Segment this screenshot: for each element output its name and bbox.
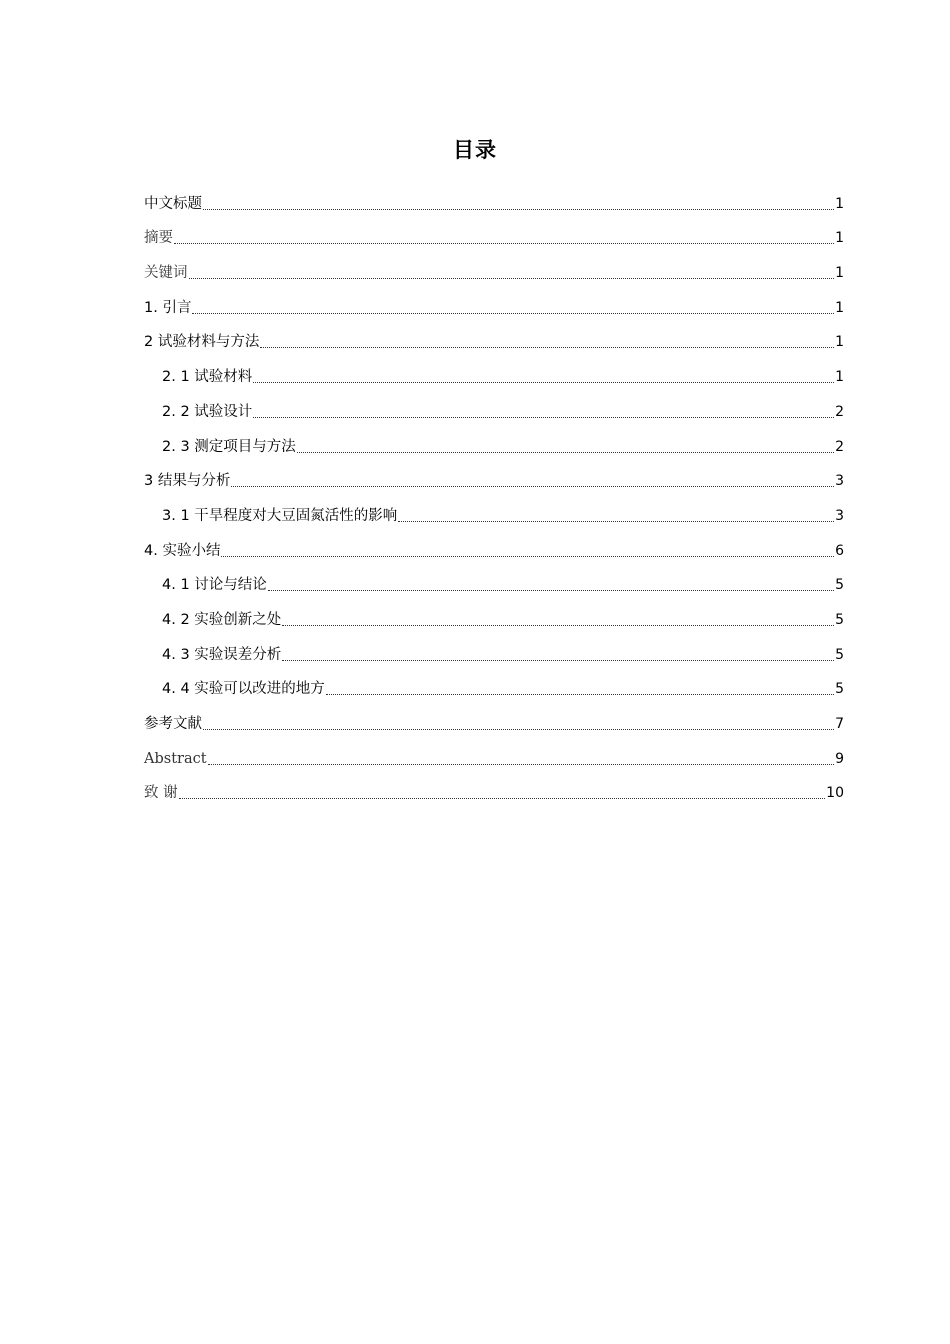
toc-leader-dots (189, 278, 835, 279)
toc-entry-chinese-title[interactable] (144, 181, 844, 216)
toc-entry-materials[interactable] (144, 354, 844, 389)
toc-leader-dots (203, 209, 834, 210)
toc-leader-dots (203, 729, 834, 730)
toc-entry-label: 2. 1 试验材料 (162, 369, 253, 386)
toc-entry-page: 1 (835, 195, 844, 212)
toc-leader-dots (282, 625, 834, 626)
toc-entry-references[interactable] (144, 701, 844, 736)
toc-entry-abstract-cn[interactable] (144, 216, 844, 251)
toc-entry-page: 1 (835, 369, 844, 386)
toc-entry-page: 7 (835, 716, 844, 732)
toc-leader-dots (179, 798, 826, 799)
toc-entry-page: 2 (835, 438, 844, 455)
toc-entry-page: 5 (835, 646, 844, 663)
toc-entry-label: 摘要 (144, 230, 173, 247)
toc-entry-page: 1 (835, 334, 844, 351)
toc-entry-label: 4. 实验小结 (144, 542, 221, 559)
toc-leader-dots (208, 764, 835, 765)
toc-entry-label: 4. 1 讨论与结论 (162, 577, 267, 594)
toc-entry-page: 1 (835, 299, 844, 316)
toc-entry-label: Abstract (144, 750, 207, 767)
toc-entry-abstract-en[interactable] (144, 736, 844, 771)
toc-entry-label: 关键词 (144, 265, 188, 282)
toc-entry-label: 致 谢 (144, 785, 178, 802)
toc-leader-dots (326, 694, 834, 695)
toc-entry-drought-effect[interactable] (144, 493, 844, 528)
toc-title: 目录 (453, 138, 497, 162)
toc-leader-dots (398, 521, 834, 522)
toc-entry-label: 2 试验材料与方法 (144, 334, 260, 351)
toc-entry-acknowledgements[interactable] (144, 771, 844, 806)
toc-entry-label: 中文标题 (144, 195, 202, 212)
toc-entry-label: 2. 3 测定项目与方法 (162, 438, 296, 455)
toc-entry-label: 4. 3 实验误差分析 (162, 646, 282, 663)
toc-entry-label: 参考文献 (144, 716, 202, 732)
toc-entry-label: 1. 引言 (144, 299, 192, 316)
toc-entry-introduction[interactable] (144, 285, 844, 320)
toc-entry-materials-methods[interactable] (144, 320, 844, 355)
toc-entry-page: 2 (835, 403, 844, 420)
toc-leader-dots (253, 417, 834, 418)
toc-entry-page: 1 (835, 265, 844, 282)
toc-entry-page: 10 (826, 785, 844, 802)
toc-entry-label: 3. 1 干旱程度对大豆固氮活性的影响 (162, 507, 398, 524)
toc-entry-summary[interactable] (144, 528, 844, 563)
toc-leader-dots (297, 452, 834, 453)
toc-leader-dots (192, 313, 834, 314)
toc-entry-page: 5 (835, 611, 844, 628)
toc-entry-measurements[interactable] (144, 424, 844, 459)
toc-entry-label: 2. 2 试验设计 (162, 403, 253, 420)
toc-entry-keywords[interactable] (144, 250, 844, 285)
toc-entry-page: 6 (835, 542, 844, 559)
toc-leader-dots (174, 243, 834, 244)
toc-entry-design[interactable] (144, 389, 844, 424)
toc-leader-dots (268, 590, 834, 591)
toc-entry-label: 4. 4 实验可以改进的地方 (162, 681, 325, 698)
toc-entry-improvements[interactable] (144, 667, 844, 702)
toc-entry-error-analysis[interactable] (144, 632, 844, 667)
toc-entry-innovation[interactable] (144, 597, 844, 632)
toc-leader-dots (260, 347, 834, 348)
toc-leader-dots (282, 660, 834, 661)
toc-entry-page: 1 (835, 230, 844, 247)
table-of-contents (144, 181, 844, 805)
toc-leader-dots (231, 486, 834, 487)
toc-entry-discussion[interactable] (144, 563, 844, 598)
toc-leader-dots (221, 556, 834, 557)
toc-entry-label: 3 结果与分析 (144, 473, 231, 490)
toc-leader-dots (253, 382, 834, 383)
toc-entry-page: 3 (835, 507, 844, 524)
toc-entry-label: 4. 2 实验创新之处 (162, 611, 282, 628)
toc-entry-page: 5 (835, 577, 844, 594)
toc-entry-results[interactable] (144, 459, 844, 494)
toc-entry-page: 3 (835, 473, 844, 490)
toc-entry-page: 9 (835, 750, 844, 767)
toc-entry-page: 5 (835, 681, 844, 698)
